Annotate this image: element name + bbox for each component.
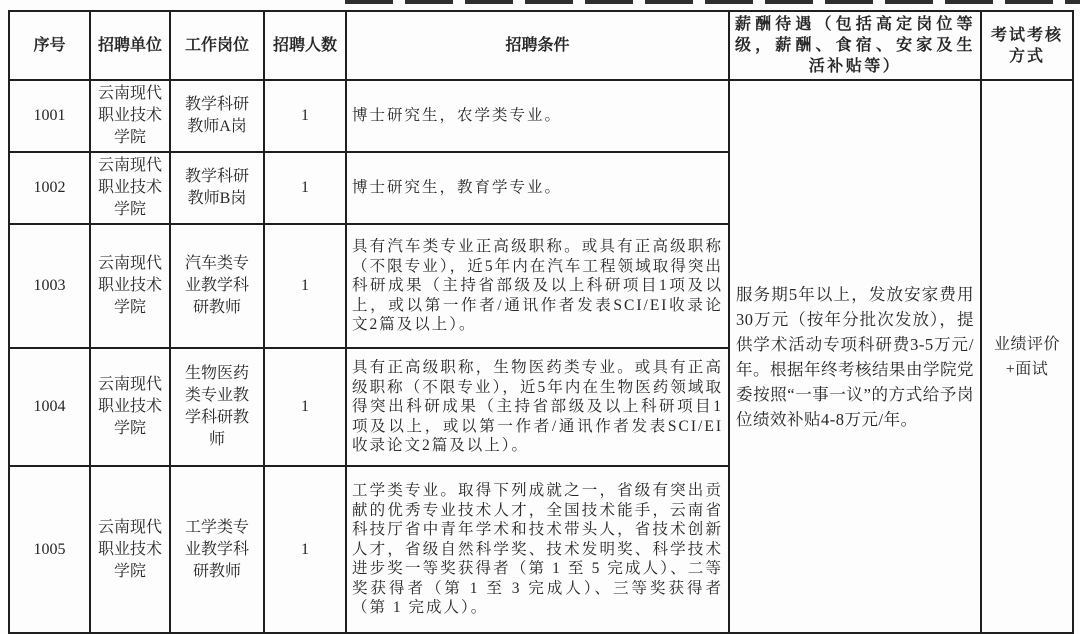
- cell-position: 生物医药类专业教学科研教师: [170, 348, 264, 466]
- table-row-1001: [9, 80, 1073, 152]
- cell-serial: 1001: [9, 80, 90, 152]
- cell-unit: 云南现代职业技术学院: [90, 224, 170, 348]
- cell-count: 1: [264, 80, 346, 152]
- cell-unit: 云南现代职业技术学院: [90, 466, 170, 633]
- cell-salary-merged: 服务期5年以上，发放安家费用30万元（按年分批次发放），提供学术活动专项科研费3-5万元/年。根据年终考核结果由学院党委按照“一事一议”的方式给予岗位绩效补贴4-8万元/年。: [729, 80, 981, 633]
- col-header-exam: 考试考核方式: [981, 11, 1073, 80]
- cell-conditions: 具有汽车类专业正高级职称。或具有正高级职称（不限专业），近5年内在汽车工程领域取得突出科研成果（主持省部级及以上科研项目1项及以上，或以第一作者/通讯作者发表SCI/EI收录论文2篇及以上）。: [346, 224, 729, 348]
- cell-unit: 云南现代职业技术学院: [90, 80, 170, 152]
- cell-serial: 1005: [9, 466, 90, 633]
- cell-conditions: 博士研究生，教育学专业。: [346, 152, 729, 224]
- col-header-position: 工作岗位: [170, 11, 264, 80]
- cell-serial: 1003: [9, 224, 90, 348]
- cell-serial: 1002: [9, 152, 90, 224]
- col-header-serial: 序号: [9, 11, 90, 80]
- cell-position: 教学科研教师B岗: [170, 152, 264, 224]
- col-header-salary: 薪酬待遇（包括高定岗位等级，薪酬、食宿、安家及生活补贴等）: [729, 11, 981, 80]
- cell-unit: 云南现代职业技术学院: [90, 152, 170, 224]
- cell-position: 工学类专业教学科研教师: [170, 466, 264, 633]
- col-header-unit: 招聘单位: [90, 11, 170, 80]
- col-header-count: 招聘人数: [264, 11, 346, 80]
- cell-count: 1: [264, 152, 346, 224]
- cell-count: 1: [264, 348, 346, 466]
- cell-serial: 1004: [9, 348, 90, 466]
- cell-unit: 云南现代职业技术学院: [90, 348, 170, 466]
- cell-count: 1: [264, 224, 346, 348]
- cell-conditions: 工学类专业。取得下列成就之一，省级有突出贡献的优秀专业技术人才，全国技术能手，云南省科技厅省中青年学术和技术带头人，省技术创新人才，省级自然科学奖、技术发明奖、科学技术进步奖一等奖获得者（第 1 至 5 完成人）、二等奖获得者（第 1 至 3 完成人）、三等奖获得者（第 1 完成人）。: [346, 466, 729, 633]
- cell-position: 教学科研教师A岗: [170, 80, 264, 152]
- cell-position: 汽车类专业教学科研教师: [170, 224, 264, 348]
- table-header-row: [9, 11, 1073, 80]
- cell-exam-merged: 业绩评价+面试: [981, 80, 1073, 633]
- cell-conditions: 博士研究生，农学类专业。: [346, 80, 729, 152]
- cell-count: 1: [264, 466, 346, 633]
- col-header-conditions: 招聘条件: [346, 11, 729, 80]
- recruitment-table: [8, 10, 1074, 634]
- clipped-content-edge: [345, 0, 1080, 4]
- cell-conditions: 具有正高级职称，生物医药类专业。或具有正高级职称（不限专业），近5年内在生物医药领域取得突出科研成果（主持省部级及以上科研项目1项及以上，或以第一作者/通讯作者发表SCI/EI收录论文2篇及以上）。: [346, 348, 729, 466]
